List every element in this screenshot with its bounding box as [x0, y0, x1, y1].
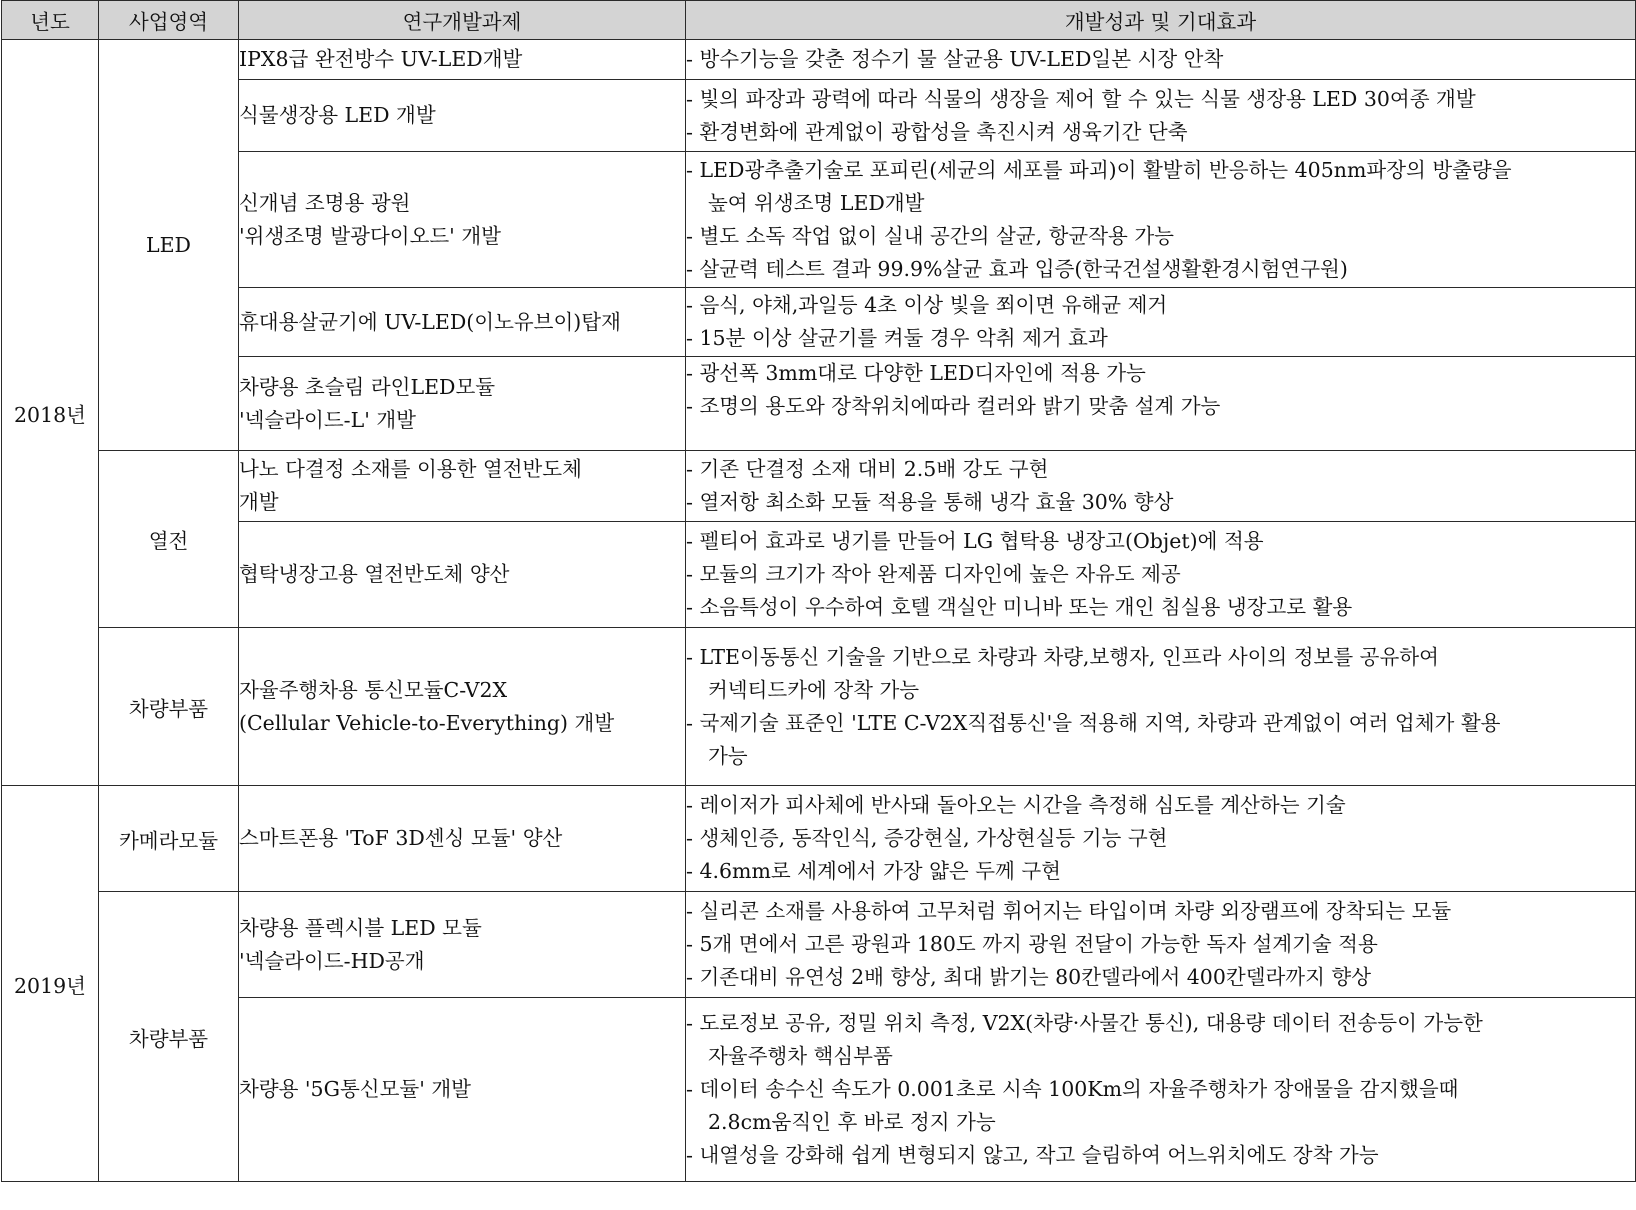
result-line: 커넥티드카에 장착 가능 [708, 677, 920, 702]
year-cell: 2018년 [2, 40, 99, 786]
table-row [2, 522, 1636, 628]
task-line: 차량용 플렉시블 LED 모듈 [239, 915, 482, 940]
table-row [2, 152, 1636, 288]
result-line: 2.8cm움직인 후 바로 정지 가능 [708, 1110, 996, 1134]
year-cell: 2019년 [2, 786, 99, 1182]
table-row [2, 80, 1636, 152]
results-cell [686, 451, 1636, 522]
result-line: - 데이터 송수신 속도가 0.001초로 시속 100Km의 자율주행차가 장애물을 감지했을때 [686, 1077, 1459, 1101]
business-area-cell: 차량부품 [99, 628, 239, 786]
result-line: - LED광추출기술로 포피린(세균의 세포를 파괴)이 활발히 반응하는 405nm파장의 방출량을 [686, 157, 1512, 182]
table-row [2, 357, 1636, 451]
task-cell [239, 998, 686, 1182]
result-line: - 빛의 파장과 광력에 따라 식물의 생장을 제어 할 수 있는 식물 생장용 LED 30여종 개발 [686, 86, 1476, 111]
table-row [2, 451, 1636, 522]
task-cell [239, 357, 686, 451]
task-cell [239, 522, 686, 628]
result-line: - 소음특성이 우수하여 호텔 객실안 미니바 또는 개인 침실용 냉장고로 활용 [686, 595, 1353, 619]
header-row [2, 1, 1636, 40]
result-line: - 광선폭 3mm대로 다양한 LED디자인에 적용 가능 [686, 361, 1146, 385]
business-area-cell: 차량부품 [99, 892, 239, 1182]
result-line: - 열저항 최소화 모듈 적용을 통해 냉각 효율 30% 향상 [686, 490, 1174, 514]
task-cell [239, 892, 686, 998]
result-line: - 생체인증, 동작인식, 증강현실, 가상현실등 기능 구현 [686, 826, 1168, 850]
result-line: - 음식, 야채,과일등 4초 이상 빛을 쬐이면 유해균 제거 [686, 293, 1168, 317]
task-line: 신개념 조명용 광원 [239, 190, 411, 215]
result-line: - LTE이동통신 기술을 기반으로 차량과 차량,보행자, 인프라 사이의 정보를 공유하여 [686, 644, 1439, 669]
result-line: - 모듈의 크기가 작아 완제품 디자인에 높은 자유도 제공 [686, 562, 1181, 586]
result-line: - 15분 이상 살균기를 켜둘 경우 악취 제거 효과 [686, 326, 1108, 350]
rnd-achievements-table [1, 0, 1636, 1182]
header-year: 년도 [2, 1, 99, 40]
result-line: - 5개 면에서 고른 광원과 180도 까지 광원 전달이 가능한 독자 설계기술 적용 [686, 932, 1378, 956]
results-cell [686, 288, 1636, 357]
task-line: '넥슬라이드-L' 개발 [239, 407, 416, 432]
task-cell [239, 288, 686, 357]
result-line: - 4.6mm로 세계에서 가장 얇은 두께 구현 [686, 859, 1061, 883]
result-line: - 내열성을 강화해 쉽게 변형되지 않고, 작고 슬림하여 어느위치에도 장착 가능 [686, 1143, 1379, 1167]
result-line: - 기존 단결정 소재 대비 2.5배 강도 구현 [686, 457, 1049, 481]
result-line: - 살균력 테스트 결과 99.9%살균 효과 입증(한국건설생활환경시험연구원) [686, 256, 1348, 281]
result-line: 자율주행차 핵심부품 [708, 1044, 893, 1068]
task-line: 스마트폰용 'ToF 3D센싱 모듈' 양산 [239, 826, 563, 850]
result-line: - 기존대비 유연성 2배 향상, 최대 밝기는 80칸델라에서 400칸델라까지 향상 [686, 965, 1372, 989]
task-line: (Cellular Vehicle-to-Everything) 개발 [239, 710, 615, 735]
task-line: 자율주행차용 통신모듈C-V2X [239, 677, 508, 702]
result-line: - 방수기능을 갖춘 정수기 물 살균용 UV-LED일본 시장 안착 [686, 47, 1224, 71]
result-line: - 레이저가 피사체에 반사돼 돌아오는 시간을 측정해 심도를 계산하는 기술 [686, 793, 1346, 817]
table-row [2, 40, 1636, 80]
task-cell [239, 152, 686, 288]
table-row [2, 998, 1636, 1182]
table-row [2, 628, 1636, 786]
result-line: - 실리콘 소재를 사용하여 고무처럼 휘어지는 타입이며 차량 외장램프에 장착되는 모듈 [686, 899, 1452, 923]
table-row [2, 786, 1636, 892]
table-row [2, 892, 1636, 998]
task-line: 나노 다결정 소재를 이용한 열전반도체 [239, 457, 582, 481]
results-cell [686, 522, 1636, 628]
results-cell [686, 628, 1636, 786]
task-line: IPX8급 완전방수 UV-LED개발 [239, 47, 523, 71]
result-line: - 환경변화에 관계없이 광합성을 촉진시켜 생육기간 단축 [686, 119, 1188, 144]
result-line: - 펠티어 효과로 냉기를 만들어 LG 협탁용 냉장고(Objet)에 적용 [686, 529, 1264, 553]
task-line: 식물생장용 LED 개발 [239, 103, 436, 127]
task-line: 차량용 초슬림 라인LED모듈 [239, 374, 496, 399]
task-line: 협탁냉장고용 열전반도체 양산 [239, 562, 510, 586]
task-cell [239, 80, 686, 152]
header-results-effects: 개발성과 및 기대효과 [686, 1, 1636, 40]
results-cell [686, 998, 1636, 1182]
result-line: - 별도 소독 작업 없이 실내 공간의 살균, 항균작용 가능 [686, 223, 1174, 248]
result-line: 가능 [708, 743, 748, 768]
task-line: '넥슬라이드-HD공개 [239, 948, 425, 973]
task-line: 휴대용살균기에 UV-LED(이노유브이)탑재 [239, 309, 621, 334]
task-cell [239, 628, 686, 786]
table-row [2, 288, 1636, 357]
results-cell [686, 80, 1636, 152]
result-line: - 국제기술 표준인 'LTE C-V2X직접통신'을 적용해 지역, 차량과 관계없이 여러 업체가 활용 [686, 710, 1501, 735]
task-line: 개발 [239, 490, 279, 514]
results-cell [686, 786, 1636, 892]
business-area-cell: LED [99, 40, 239, 451]
result-line: - 도로정보 공유, 정밀 위치 측정, V2X(차량·사물간 통신), 대용량 데이터 전송등이 가능한 [686, 1011, 1483, 1035]
result-line: - 조명의 용도와 장착위치에따라 컬러와 밝기 맞춤 설계 가능 [686, 394, 1221, 418]
task-cell [239, 40, 686, 80]
results-cell [686, 152, 1636, 288]
header-rnd-task: 연구개발과제 [239, 1, 686, 40]
task-line: 차량용 '5G통신모듈' 개발 [239, 1077, 471, 1101]
header-business-area: 사업영역 [99, 1, 239, 40]
task-cell [239, 451, 686, 522]
results-cell [686, 357, 1636, 451]
results-cell [686, 40, 1636, 80]
business-area-cell: 열전 [99, 451, 239, 628]
task-cell [239, 786, 686, 892]
results-cell [686, 892, 1636, 998]
business-area-cell: 카메라모듈 [99, 786, 239, 892]
task-line: '위생조명 발광다이오드' 개발 [239, 223, 501, 248]
result-line: 높여 위생조명 LED개발 [708, 190, 925, 215]
